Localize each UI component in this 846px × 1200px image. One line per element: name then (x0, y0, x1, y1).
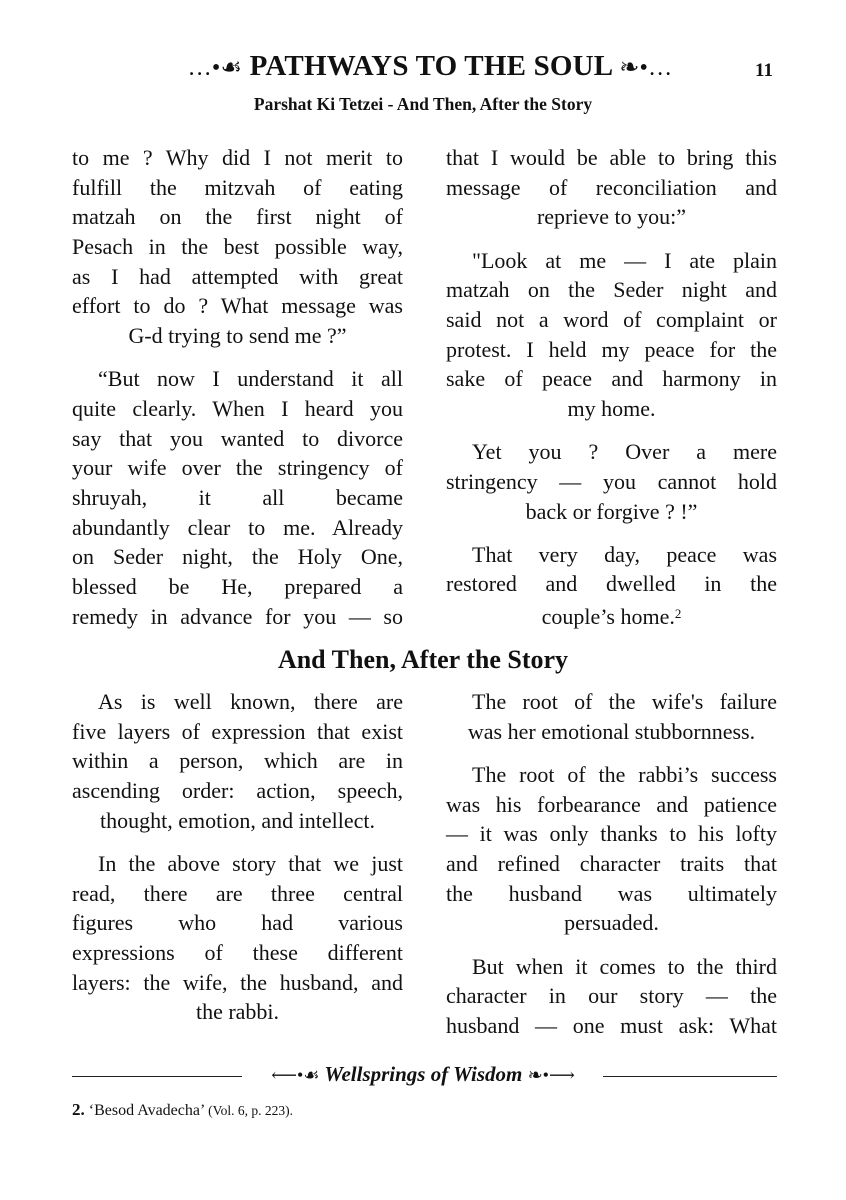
column-bottom-right (446, 687, 777, 1054)
text-line-content: abundantly clear to me. Already (72, 514, 403, 540)
text-line (72, 687, 403, 717)
text-line-content: was her emotional stubbornness. (467, 718, 756, 744)
text-line-content: matzah on the first night of (72, 204, 403, 230)
text-line-content: "Look at me — I ate plain (472, 247, 777, 273)
column-bottom-left (72, 687, 403, 1041)
text-line (446, 275, 777, 305)
running-header-title (130, 50, 730, 83)
book-title: PATHWAYS TO THE SOUL (249, 50, 612, 82)
text-line (446, 879, 777, 909)
text-line-content: blessed be He, prepared a (72, 574, 403, 600)
text-line (446, 790, 777, 820)
footnote-number: 2. (72, 1100, 85, 1119)
text-line (446, 437, 777, 467)
text-line-content: on Seder night, the Holy One, (72, 544, 403, 570)
text-line-content: That very day, peace was (472, 541, 777, 567)
text-line-content: character in our story — the (446, 983, 777, 1009)
text-line-content: restored and dwelled in the (446, 571, 777, 597)
text-line (72, 321, 403, 351)
text-line (72, 849, 403, 879)
text-line (72, 746, 403, 776)
page-number: 11 (755, 60, 773, 81)
paragraph (446, 437, 777, 526)
footer-title: Wellsprings of Wisdom (324, 1062, 523, 1086)
text-line (446, 467, 777, 497)
text-line-content: husband — one must ask: What (446, 1012, 777, 1038)
text-line (72, 717, 403, 747)
column-top-right (446, 143, 777, 642)
text-line (72, 394, 403, 424)
text-line-content: expressions of these different (72, 940, 403, 965)
text-line-content: to me ? Why did I not merit to (72, 145, 403, 170)
text-line-content: your wife over the stringency of (72, 455, 403, 481)
text-line (446, 819, 777, 849)
ornament-left-icon: …•☙ (187, 55, 243, 81)
text-line (446, 908, 777, 938)
text-line-content: In the above story that we just (98, 850, 403, 876)
text-line-content: figures who had various (72, 910, 403, 936)
text-line-content: say that you wanted to divorce (72, 425, 403, 451)
text-line-content: matzah on the Seder night and (446, 277, 777, 303)
text-line-content: within a person, which are in (72, 748, 403, 774)
text-line-content: fulfill the mitzvah of eating (72, 174, 403, 200)
text-line-content: The root of the wife's failure (472, 689, 777, 714)
text-line (72, 424, 403, 454)
ornament-left-icon: ⟵•☙ (271, 1065, 320, 1085)
text-line-content: message of reconciliation and (446, 174, 777, 200)
text-line-content: the husband was ultimately (446, 880, 777, 906)
text-line (72, 997, 403, 1027)
text-line (72, 202, 403, 232)
text-line (446, 687, 777, 717)
text-line-content: and refined character traits that (446, 850, 777, 876)
text-line-content: protest. I held my peace for the (446, 336, 777, 362)
text-line-content: persuaded. (564, 910, 659, 936)
text-line (446, 335, 777, 365)
text-line-content: the rabbi. (195, 999, 280, 1025)
text-line-content: “But now I understand it all (98, 366, 403, 392)
text-line-content: — it was only thanks to his lofty (446, 821, 777, 847)
ornament-right-icon: ❧•⟶ (527, 1065, 575, 1085)
paragraph (446, 540, 777, 629)
text-line-content: G-d trying to send me ?” (128, 323, 347, 349)
text-line-content: my home. (567, 396, 656, 421)
text-line (446, 952, 777, 982)
text-line (72, 572, 403, 602)
text-line-content: reprieve to you:” (536, 204, 687, 230)
text-line (446, 849, 777, 879)
paragraph (446, 760, 777, 938)
footnote-reference: (Vol. 6, p. 223). (208, 1103, 293, 1118)
text-line-content: couple’s home. (541, 604, 675, 630)
text-line-content: effort to do ? What message was (72, 293, 403, 319)
text-line-content: Pesach in the best possible way, (72, 234, 403, 260)
text-line-content: layers: the wife, the husband, and (72, 969, 403, 995)
text-line-content: sake of peace and harmony in (446, 366, 777, 392)
text-line (446, 202, 777, 232)
text-line (446, 1011, 777, 1041)
text-line-content: was his forbearance and patience (446, 791, 777, 817)
ornament-right-icon: ❧•… (619, 55, 673, 81)
text-line (446, 394, 777, 424)
text-line (446, 497, 777, 527)
text-line (446, 981, 777, 1011)
footnote (72, 1100, 293, 1120)
text-line (72, 291, 403, 321)
text-line (72, 879, 403, 909)
text-line (72, 513, 403, 543)
text-line (446, 569, 777, 599)
text-line (72, 968, 403, 998)
text-line (72, 776, 403, 806)
text-line (72, 173, 403, 203)
text-line-content: five layers of expression that exist (72, 718, 403, 744)
text-line-content: said not a word of complaint or (446, 306, 777, 332)
paragraph (446, 143, 777, 232)
text-line-content: But when it comes to the third (472, 953, 777, 979)
chapter-subtitle: Parshat Ki Tetzei - And Then, After the Story (253, 94, 593, 114)
text-line (446, 143, 777, 173)
paragraph (446, 687, 777, 746)
text-line-content: remedy in advance for you — so (72, 603, 403, 629)
paragraph (72, 849, 403, 1027)
text-line (446, 540, 777, 570)
paragraph (446, 952, 777, 1041)
text-line-content: quite clearly. When I heard you (72, 396, 403, 421)
paragraph (72, 143, 403, 351)
text-line (72, 364, 403, 394)
text-line (72, 542, 403, 572)
text-line-content: Yet you ? Over a mere (472, 439, 777, 465)
text-line (72, 262, 403, 292)
text-line (72, 453, 403, 483)
text-line-content: shruyah, it all became (72, 485, 403, 511)
text-line-content: The root of the rabbi’s success (472, 761, 777, 787)
text-line-content: read, there are three central (72, 880, 403, 906)
section-heading: And Then, After the Story (277, 645, 569, 674)
text-line (72, 143, 403, 173)
footnote-source: ‘Besod Avadecha’ (88, 1102, 205, 1119)
text-line (72, 908, 403, 938)
text-line (72, 232, 403, 262)
text-line (72, 602, 403, 632)
text-line (446, 717, 777, 747)
paragraph (446, 246, 777, 424)
text-line (72, 806, 403, 836)
text-line-content: stringency — you cannot hold (446, 468, 777, 494)
paragraph (72, 687, 403, 835)
text-line (446, 760, 777, 790)
text-line (72, 483, 403, 513)
footnote-marker[interactable]: 2 (674, 606, 682, 622)
text-line (72, 938, 403, 968)
paragraph (72, 364, 403, 631)
column-top-left (72, 143, 403, 645)
text-line (446, 246, 777, 276)
text-line (446, 305, 777, 335)
text-line-content: that I would be able to bring this (446, 145, 777, 170)
text-line-content: ascending order: action, speech, (72, 778, 403, 804)
text-line (446, 364, 777, 394)
text-line-content: as I had attempted with great (72, 263, 403, 289)
text-line (446, 173, 777, 203)
text-line-content: As is well known, there are (98, 689, 403, 714)
text-line-content: thought, emotion, and intellect. (100, 807, 375, 833)
text-line-content: back or forgive ? !” (525, 498, 698, 524)
text-line (446, 599, 777, 629)
footer-running-title (0, 1062, 846, 1087)
